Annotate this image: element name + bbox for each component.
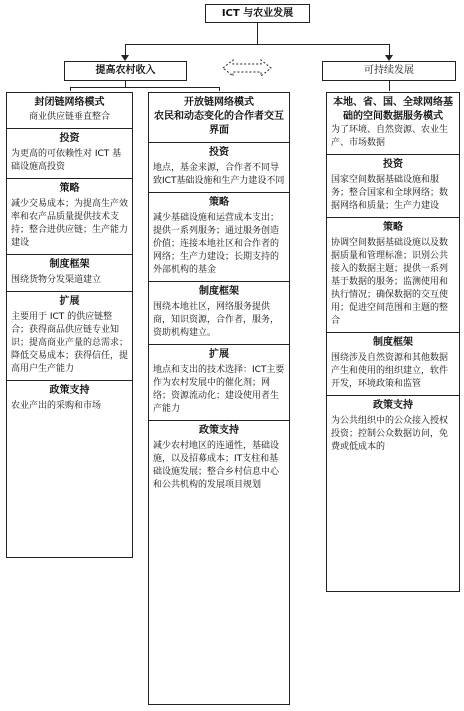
section-title: 制度框架 [373, 337, 413, 348]
column-heading: 封闭链网络模式 [34, 97, 105, 108]
section-text: 国家空间数据基础设施和服务；整合国家和全球网络；数据网络和质量；生产力建设 [331, 175, 449, 211]
column-subheading: 商业供应链垂直整合 [28, 112, 110, 122]
branch-header-income: 提高农村收入 [64, 61, 187, 81]
section-framework [327, 333, 459, 396]
section-policy [149, 421, 289, 496]
section-extension [7, 292, 132, 381]
section-title: 政策支持 [373, 400, 413, 411]
section-text: 围绕货物分发渠道建立 [11, 275, 102, 285]
section-text: 地点和支出的技术选择：ICT主要作为农村发展中的催化剂；网络；资源流动化；建设使用者生产能力 [153, 365, 285, 414]
branch-header-sustainable: 可持续发展 [322, 61, 456, 81]
section-title: 政策支持 [199, 425, 239, 436]
column-heading-block [7, 93, 132, 129]
section-text: 地点，基金来源，合作者不同导致ICT基础设施和生产力建设不同 [153, 163, 285, 186]
section-title: 投资 [383, 159, 403, 170]
double-arrow-icon [222, 59, 272, 77]
section-strategy [149, 193, 289, 282]
connector [257, 23, 258, 45]
column-heading-block [149, 93, 289, 143]
section-framework [149, 282, 289, 345]
section-title: 策略 [59, 183, 80, 194]
section-policy [7, 381, 132, 417]
connector [70, 87, 71, 91]
section-framework [7, 255, 132, 292]
section-text: 减少交易成本；为提高生产效率和农产品质量提供技术支持；整合进供应链；生产能力建设 [11, 199, 129, 248]
column-heading: 开放链网络模式 [184, 97, 254, 108]
section-text: 围绕涉及自然资源和其他数据产生和使用的组织建立，软件开发，环境政策和监管 [331, 353, 449, 389]
section-extension [149, 345, 289, 421]
column-heading: 本地、省、国、全球网络基础的空间数据服务模式 [333, 97, 453, 122]
section-title: 投资 [209, 147, 229, 158]
column-subheading: 农民和动态变化的合作者交互界面 [154, 111, 284, 136]
section-investment [327, 155, 459, 218]
section-text: 主要用于 ICT 的供应链整合；获得商品供应链专业知识；提高商业产量的总需求；降低交易成本；获得信任，提高用户生产能力 [11, 312, 129, 374]
connector [389, 81, 390, 91]
section-title: 制度框架 [49, 259, 90, 270]
connector [70, 87, 220, 88]
column-spatial-data [326, 92, 460, 592]
column-subheading: 为了环境、自然资源、农业生产、市场数据 [331, 125, 449, 148]
section-text: 围绕本地社区，网络服务提供商，知识资源，合作者，服务，资助机构建立。 [153, 302, 280, 338]
section-investment [149, 143, 289, 193]
section-title: 扩展 [209, 349, 229, 360]
connector [125, 44, 390, 45]
section-title: 政策支持 [49, 385, 90, 396]
section-investment [7, 129, 132, 179]
section-text: 减少基础设施和运营成本支出；提供一系列服务；通过服务创造价值；连接本地社区和合作者的网络；生产力建设；长期支持的外部机构的基金 [153, 213, 280, 275]
column-closed-chain [6, 92, 133, 558]
section-text: 减少农村地区的连通性，基础设施，以及招募成本；IT支柱和基础设施发展；整合乡村信息中心和公共机构的发展项目规划 [153, 441, 280, 490]
section-text: 农业产出的采购和市场 [11, 401, 102, 411]
column-open-chain [148, 92, 290, 705]
section-strategy [327, 218, 459, 333]
column-heading-block [327, 93, 459, 155]
section-title: 扩展 [59, 296, 80, 307]
section-title: 策略 [383, 222, 403, 233]
section-title: 策略 [209, 197, 229, 208]
section-title: 投资 [59, 133, 80, 144]
section-text: 为公共组织中的公众接入授权投资；控制公众数据访问，免费或低成本的 [331, 416, 449, 452]
connector [219, 87, 220, 91]
section-text: 为更高的可依赖性对 ICT 基础设施高投资 [11, 149, 122, 172]
section-text: 协调空间数据基础设施以及数据质量和管理标准；识别公共接入的数据主题；提供一系列基于数据的服务；监测使用和执行情况；确保数据的交互使用；促进空间范围和主题的整合 [331, 238, 449, 326]
section-strategy [7, 179, 132, 255]
section-policy [327, 396, 459, 458]
diagram-title: ICT 与农业发展 [205, 4, 310, 23]
section-title: 制度框架 [199, 286, 239, 297]
